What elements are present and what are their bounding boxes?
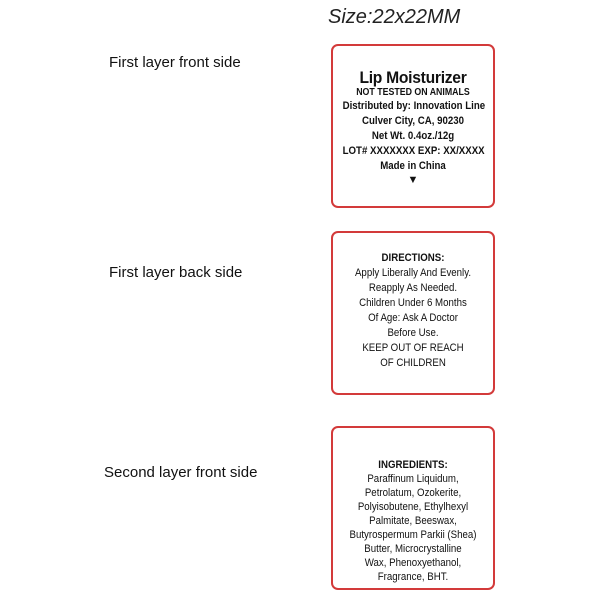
- first-layer-front-label: First layer front side: [109, 54, 241, 71]
- not-tested-note: NOT TESTED ON ANIMALS: [356, 87, 470, 98]
- distributor-line: Distributed by: Innovation Line: [342, 100, 486, 112]
- ingredients-line: Polyisobutene, Ethylhexyl: [357, 501, 469, 513]
- address-line: Culver City, CA, 90230: [361, 115, 465, 127]
- directions-line: Of Age: Ask A Doctor: [368, 312, 458, 324]
- ingredients-line: Wax, Phenoxyethanol,: [364, 557, 462, 569]
- lot-exp-line: LOT# XXXXXXX EXP: XX/XXXX: [342, 145, 485, 157]
- ingredients-line: Butyrospermum Parkii (Shea): [349, 529, 477, 541]
- product-title: Lip Moisturizer: [359, 68, 467, 87]
- warning-line: OF CHILDREN: [380, 357, 446, 369]
- down-arrow-icon: ▼: [407, 174, 419, 186]
- label-card-back: [331, 231, 495, 395]
- directions-line: Reapply As Needed.: [368, 282, 458, 294]
- origin-line: Made in China: [380, 160, 446, 172]
- directions-line: Children Under 6 Months: [359, 297, 467, 309]
- ingredients-line: Butter, Microcrystalline: [364, 543, 462, 555]
- net-weight-line: Net Wt. 0.4oz./12g: [371, 130, 455, 142]
- directions-line: Before Use.: [387, 327, 439, 339]
- warning-line: KEEP OUT OF REACH: [362, 342, 464, 354]
- label-card-ingredients: [331, 426, 495, 590]
- ingredients-heading: INGREDIENTS:: [378, 459, 448, 471]
- ingredients-line: Palmitate, Beeswax,: [369, 515, 457, 527]
- second-layer-front-label: Second layer front side: [104, 464, 258, 481]
- ingredients-line: Paraffinum Liquidum,: [367, 473, 459, 485]
- size-title: Size:22x22MM: [328, 6, 461, 28]
- directions-heading: DIRECTIONS:: [381, 252, 445, 264]
- directions-line: Apply Liberally And Evenly.: [354, 267, 472, 279]
- label-card-front: [331, 44, 495, 208]
- first-layer-back-label: First layer back side: [109, 264, 243, 281]
- ingredients-line: Petrolatum, Ozokerite,: [364, 487, 462, 499]
- ingredients-line: Fragrance, BHT.: [377, 571, 449, 583]
